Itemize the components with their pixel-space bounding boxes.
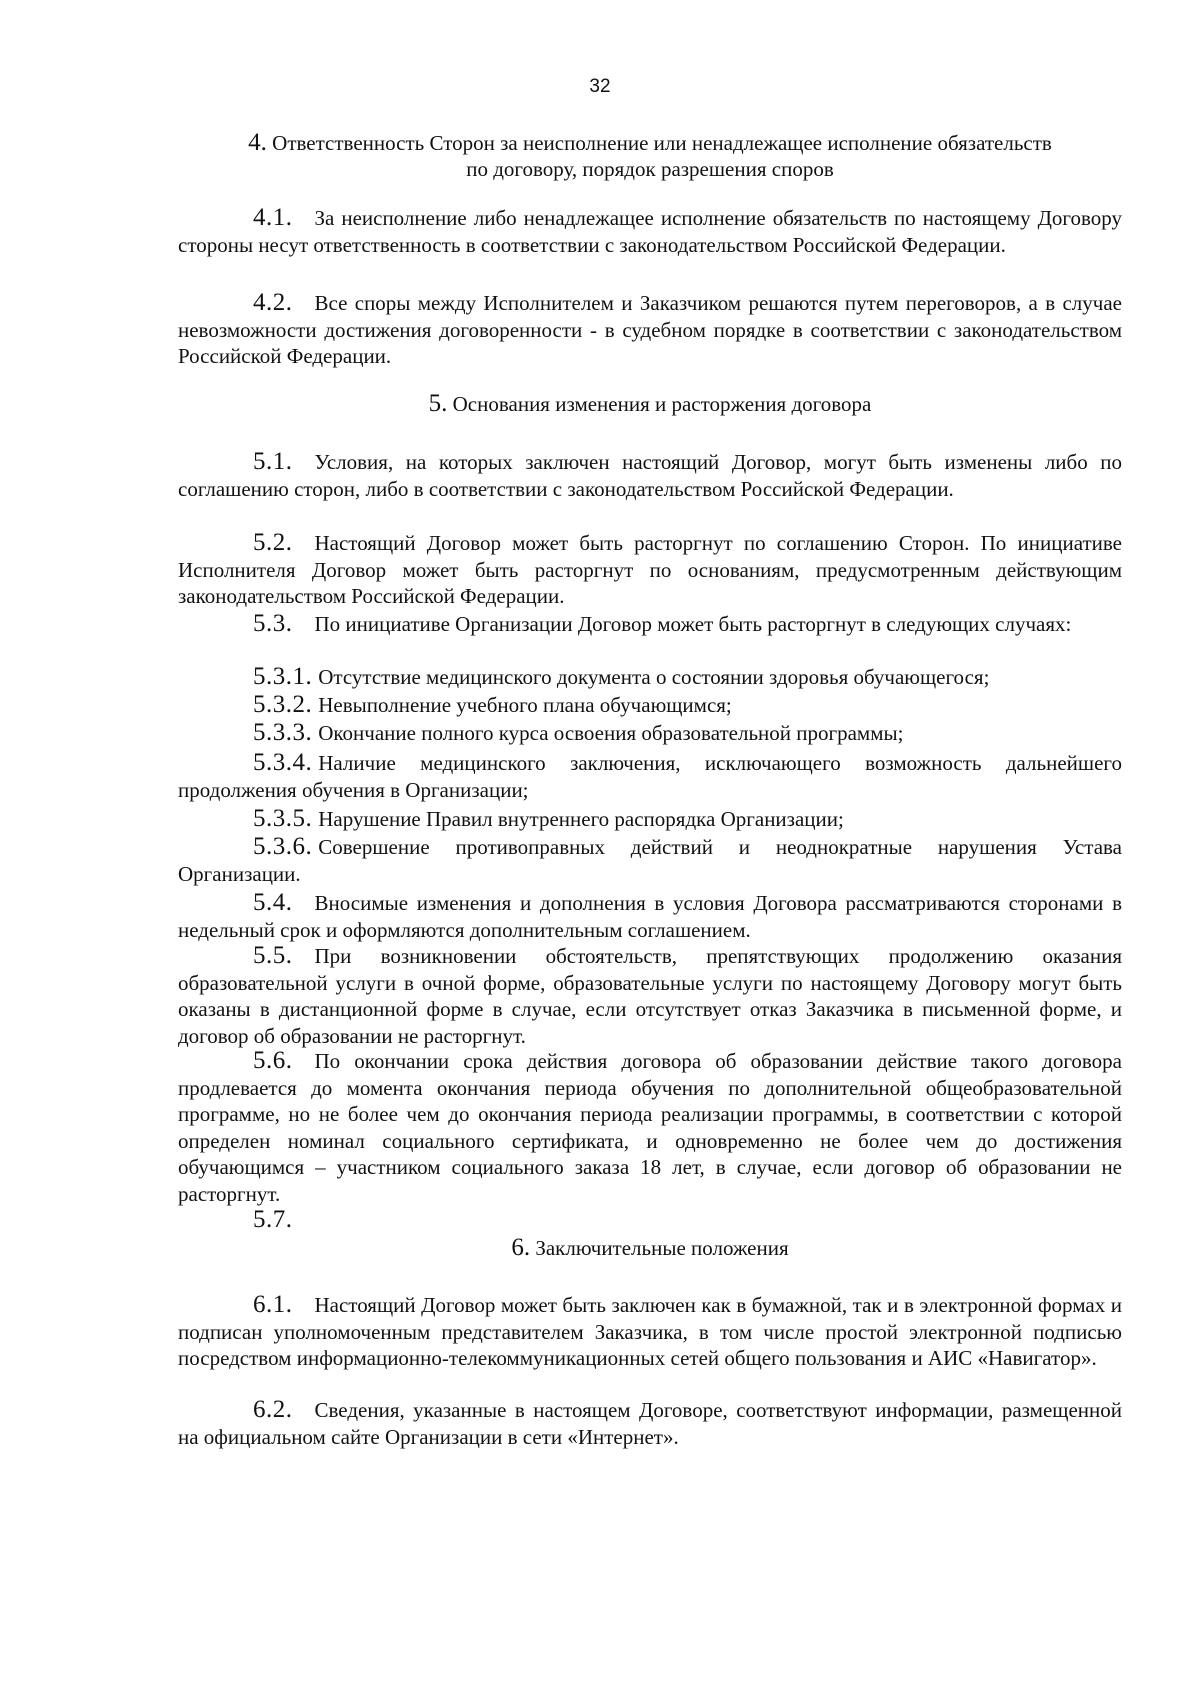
section-number: 6. (511, 1234, 531, 1261)
clause-number: 5.5. (253, 942, 293, 969)
clause-5-5 (178, 943, 1122, 1049)
clause-number: 4.2. (253, 289, 293, 316)
section-title: Основания изменения и расторжения договора (452, 392, 872, 416)
clause-text: Сведения, указанные в настоящем Договоре, соответствуют информации, размещенной на официальном сайте Организации в сети «Интернет». (178, 1398, 1122, 1449)
clause-number: 5.3.4. (253, 749, 313, 776)
page-number: 32 (589, 76, 611, 97)
clause-number: 4.1. (253, 204, 293, 231)
clause-5-3-2 (178, 692, 1122, 719)
clause-number: 5.6. (253, 1047, 293, 1074)
clause-number: 5.1. (253, 448, 293, 475)
clause-text: Наличие медицинского заключения, исключающего возможность дальнейшего продолжения обучения в Организации; (178, 751, 1122, 802)
section-title-line-2: по договору, порядок разрешения споров (466, 157, 834, 181)
section-title: Заключительные положения (535, 1236, 789, 1260)
clause-5-3-1 (178, 664, 1122, 691)
clause-text: Невыполнение учебного плана обучающимся; (318, 693, 732, 717)
section-title: Ответственность Сторон за неисполнение или ненадлежащее исполнение обязательств (272, 131, 1052, 155)
clause-number: 6.2. (253, 1396, 293, 1423)
clause-number: 6.1. (253, 1291, 293, 1318)
clause-number: 5.3. (253, 610, 293, 637)
clause-number: 5.7. (253, 1206, 293, 1233)
clause-6-1 (178, 1292, 1122, 1372)
clause-5-3-6 (178, 834, 1122, 887)
clause-5-2 (178, 530, 1122, 610)
clause-text: Нарушение Правил внутреннего распорядка Организации; (318, 807, 844, 831)
clause-5-4 (178, 890, 1122, 943)
clause-text: За неисполнение либо ненадлежащее исполнение обязательств по настоящему Договору стороны несут ответственность в соответствии с законодательством Российской Федерации. (178, 206, 1122, 257)
section-number: 5. (428, 390, 448, 417)
clause-5-3 (178, 611, 1122, 638)
clause-text: Настоящий Договор может быть расторгнут по соглашению Сторон. По инициативе Исполнителя Договор может быть расторгнут по основаниям, предусмотренным действующим законодательством Российской Федерации. (178, 531, 1122, 608)
clause-5-7 (178, 1207, 1122, 1234)
section-number: 4. (248, 129, 267, 156)
section-4-heading (175, 130, 1125, 182)
clause-text: Условия, на которых заключен настоящий Договор, могут быть изменены либо по соглашению сторон, либо в соответствии с законодательством Российской Федерации. (178, 450, 1122, 501)
clause-number: 5.3.1. (253, 663, 313, 690)
clause-5-1 (178, 449, 1122, 502)
clause-text: Все споры между Исполнителем и Заказчиком решаются путем переговоров, а в случае невозможности достижения договоренности - в судебном порядке в соответствии с законодательством Российской Федерации. (178, 291, 1122, 368)
clause-text: Отсутствие медицинского документа о состоянии здоровья обучающегося; (318, 665, 990, 689)
clause-number: 5.3.5. (253, 805, 313, 832)
clause-number: 5.3.3. (253, 719, 313, 746)
clause-5-3-3 (178, 720, 1122, 747)
clause-text: Настоящий Договор может быть заключен как в бумажной, так и в электронной формах и подписан уполномоченным представителем Заказчика, в том числе простой электронной подписью посредством информационно-телекоммуникационных сетей общего пользования и АИС «Навигатор». (178, 1293, 1122, 1370)
clause-6-2 (178, 1397, 1122, 1450)
clause-4-2 (178, 290, 1122, 370)
clause-text: По инициативе Организации Договор может быть расторгнут в следующих случаях: (314, 612, 1072, 636)
clause-5-3-4 (178, 750, 1122, 803)
section-5-heading (175, 391, 1125, 417)
clause-5-3-5 (178, 806, 1122, 833)
clause-text: Окончание полного курса освоения образовательной программы; (318, 721, 904, 745)
clause-number: 5.3.6. (253, 833, 313, 860)
clause-number: 5.4. (253, 889, 293, 916)
clause-4-1 (178, 205, 1122, 258)
clause-text: При возникновении обстоятельств, препятствующих продолжению оказания образовательной услуги в очной форме, образовательные услуги по настоящему Договору могут быть оказаны в дистанционной форме в случае, если отсутствует отказ Заказчика в письменной форме, и договор об образовании не расторгнут. (178, 944, 1122, 1048)
clause-5-6 (178, 1048, 1122, 1207)
clause-number: 5.3.2. (253, 691, 313, 718)
clause-text: Совершение противоправных действий и неоднократные нарушения Устава Организации. (178, 835, 1122, 886)
clause-text: Вносимые изменения и дополнения в условия Договора рассматриваются сторонами в недельный срок и оформляются дополнительным соглашением. (178, 891, 1122, 942)
clause-number: 5.2. (253, 529, 293, 556)
section-6-heading (175, 1235, 1125, 1261)
clause-text: По окончании срока действия договора об образовании действие такого договора продлевается до момента окончания периода обучения по дополнительной общеобразовательной программе, но не более чем до окончания периода реализации программы, в соответствии с которой определен номинал социального сертификата, и одновременно не более чем до достижения обучающимся – участником социального заказа 18 лет, в случае, если договор об образовании не расторгнут. (178, 1049, 1122, 1206)
